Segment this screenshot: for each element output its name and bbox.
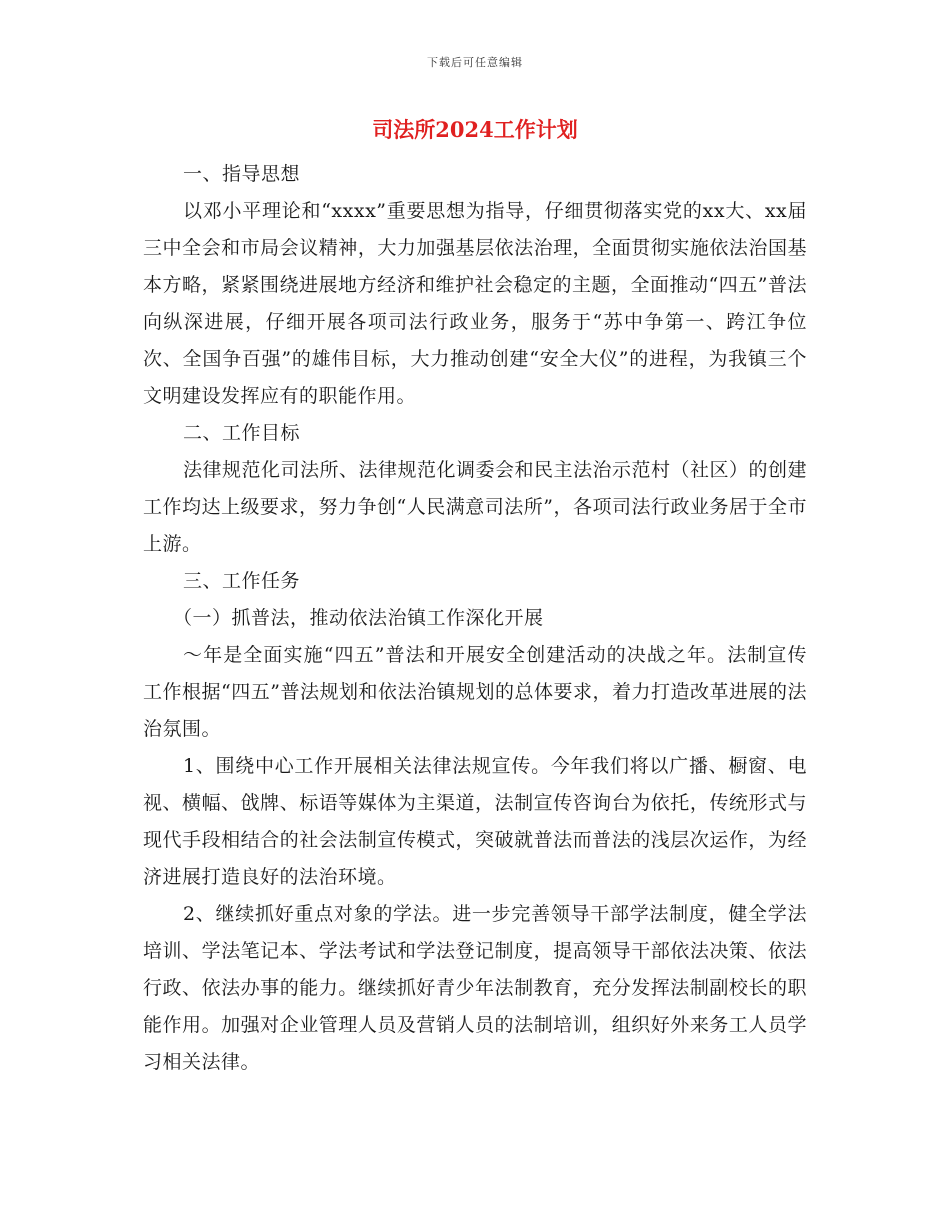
- subsection-heading-legal-education: （一）抓普法，推动依法治镇工作深化开展: [173, 607, 544, 629]
- paragraph-task-1: 1、围绕中心工作开展相关法律法规宣传。今年我们将以广播、橱窗、电视、横幅、戗牌、标语等媒体为主渠道，法制宣传咨询台为依托，传统形式与现代手段相结合的社会法制宣传模式，突破就普法而普法的浅层次运作，为经济进展打造良好的法治环境。: [143, 755, 807, 888]
- paragraph-legal-education-intro: ～年是全面实施“四五”普法和开展安全创建活动的决战之年。法制宣传工作根据“四五”普法规划和依法治镇规划的总体要求，着力打造改革进展的法治氛围。: [143, 644, 807, 740]
- header-note: 下载后可任意编辑: [427, 56, 523, 69]
- document-title: 司法所2024工作计划: [372, 117, 578, 142]
- paragraph-work-goals: 法律规范化司法所、法律规范化调委会和民主法治示范村（社区）的创建工作均达上级要求，努力争创“人民满意司法所”，各项司法行政业务居于全市上游。: [143, 459, 808, 555]
- document-body: [143, 156, 807, 1081]
- section-heading-work-tasks: 三、工作任务: [183, 570, 301, 592]
- section-heading-work-goals: 二、工作目标: [183, 422, 301, 444]
- paragraph-guiding-ideology: 以邓小平理论和“xxxx”重要思想为指导，仔细贯彻落实党的xx大、xx届三中全会和市局会议精神，大力加强基层依法治理，全面贯彻实施依法治国基本方略，紧紧围绕进展地方经济和维护社会稳定的主题，全面推动“四五”普法向纵深进展，仔细开展各项司法行政业务，服务于“苏中争第一、跨江争位次、全国争百强”的雄伟目标，大力推动创建“安全大仪”的进程，为我镇三个文明建设发挥应有的职能作用。: [143, 200, 807, 407]
- paragraph-task-2: 2、继续抓好重点对象的学法。进一步完善领导干部学法制度，健全学法培训、学法笔记本、学法考试和学法登记制度，提高领导干部依法决策、依法行政、依法办事的能力。继续抓好青少年法制教育，充分发挥法制副校长的职能作用。加强对企业管理人员及营销人员的法制培训，组织好外来务工人员学习相关法律。: [143, 903, 807, 1073]
- section-heading-guiding-ideology: 一、指导思想: [183, 163, 301, 185]
